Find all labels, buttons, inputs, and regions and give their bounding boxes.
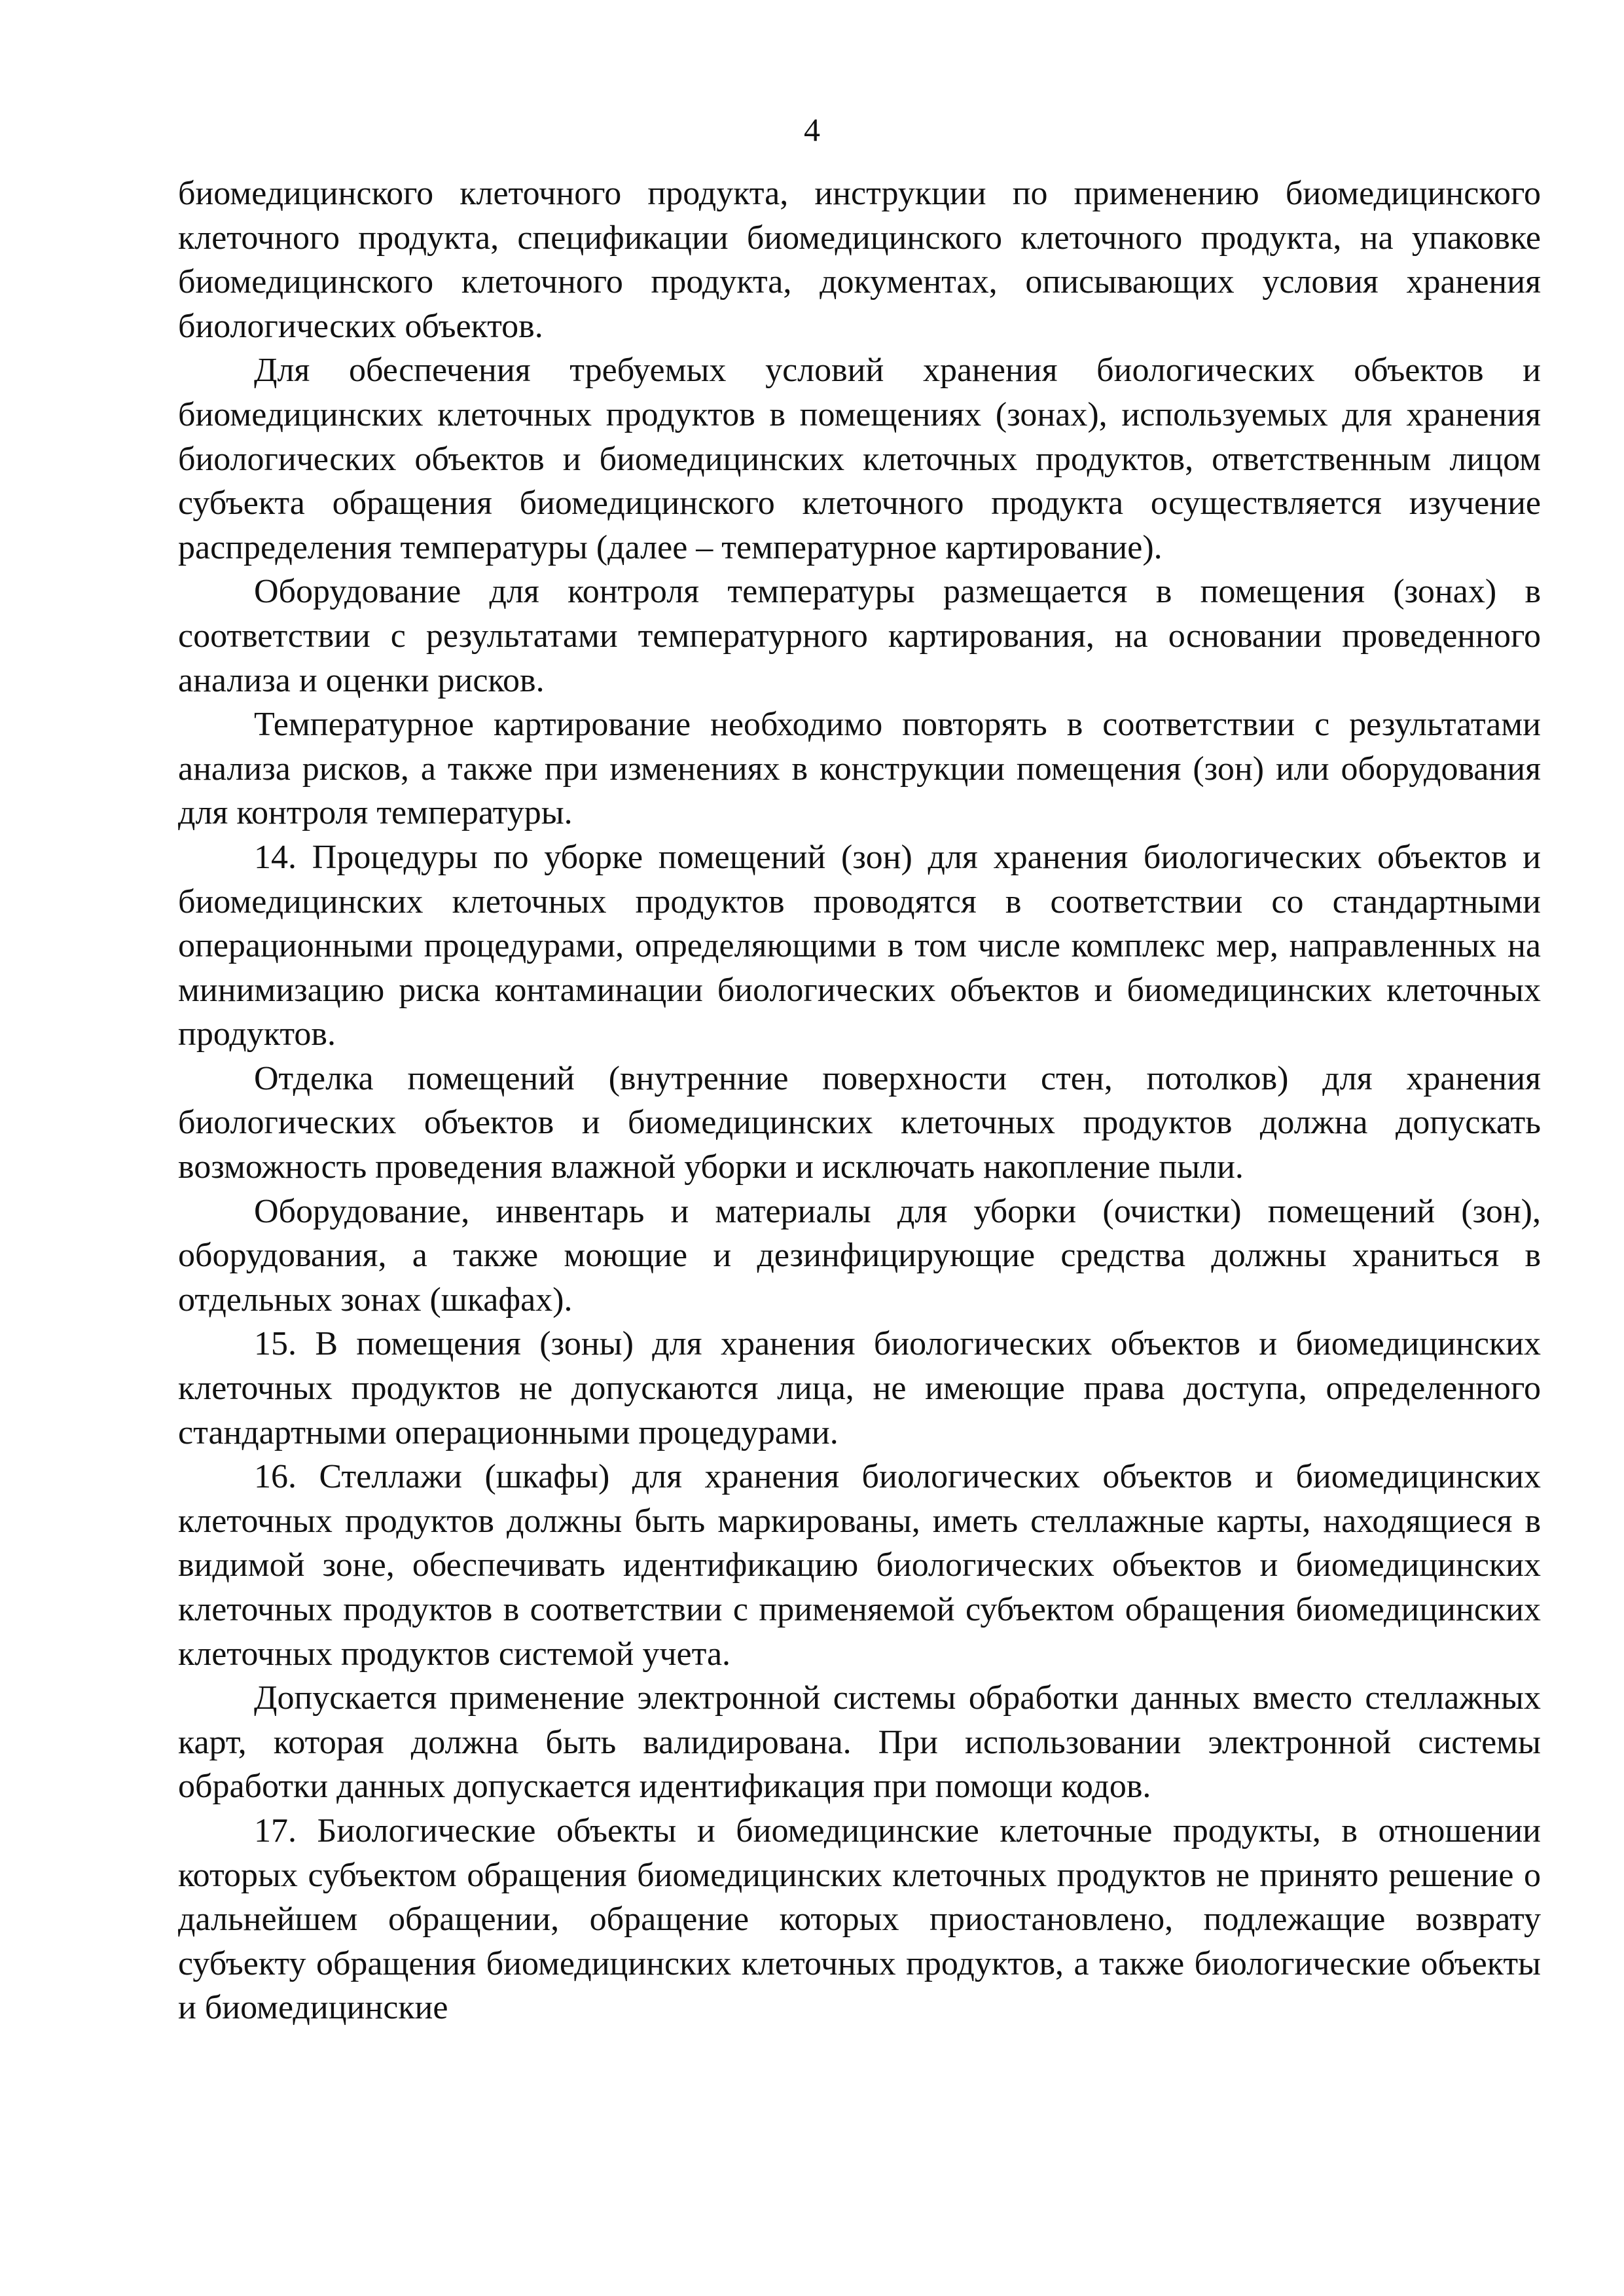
document-body bbox=[178, 172, 1541, 2030]
paragraph-item-16: 16. Стеллажи (шкафы) для хранения биологических объектов и биомедицинских клеточных продуктов должны быть маркированы, иметь стеллажные карты, находящиеся в видимой зоне, обеспечивать идентификацию биологических объектов и биомедицинских клеточных продуктов в соответствии с применяемой субъектом обращения биомедицинских клеточных продуктов системой учета. bbox=[178, 1458, 1541, 1673]
paragraph-item-17: 17. Биологические объекты и биомедицинские клеточные продукты, в отношении которых субъектом обращения биомедицинских клеточных продуктов не принято решение о дальнейшем обращении, обращение которых приостановлено, подлежащие возврату субъекту обращения биомедицинских клеточных продуктов, а также биологические объекты и биомедицинские bbox=[178, 1812, 1541, 2027]
paragraph-electronic-system: Допускается применение электронной системы обработки данных вместо стеллажных карт, которая должна быть валидирована. При использовании электронной системы обработки данных допускается идентификация при помощи кодов. bbox=[178, 1679, 1541, 1806]
paragraph-continuation: биомедицинского клеточного продукта, инструкции по применению биомедицинского клеточного продукта, спецификации биомедицинского клеточного продукта, на упаковке биомедицинского клеточного продукта, документах, описывающих условия хранения биологических объектов. bbox=[178, 175, 1541, 345]
paragraph-mapping-repeat: Температурное картирование необходимо повторять в соответствии с результатами анализа рисков, а также при изменениях в конструкции помещения (зон) или оборудования для контроля температуры. bbox=[178, 706, 1541, 832]
paragraph-item-15: 15. В помещения (зоны) для хранения биологических объектов и биомедицинских клеточных продуктов не допускаются лица, не имеющие права доступа, определенного стандартными операционными процедурами. bbox=[178, 1325, 1541, 1451]
paragraph-temperature-equipment: Оборудование для контроля температуры размещается в помещения (зонах) в соответствии с результатами температурного картирования, на основании проведенного анализа и оценки рисков. bbox=[178, 573, 1541, 699]
paragraph-item-14: 14. Процедуры по уборке помещений (зон) для хранения биологических объектов и биомедицинских клеточных продуктов проводятся в соответствии со стандартными операционными процедурами, определяющими в том числе комплекс мер, направленных на минимизацию риска контаминации биологических объектов и биомедицинских клеточных продуктов. bbox=[178, 838, 1541, 1053]
paragraph-cleaning-equipment: Оборудование, инвентарь и материалы для уборки (очистки) помещений (зон), оборудования, а также моющие и дезинфицирующие средства должны храниться в отдельных зонах (шкафах). bbox=[178, 1192, 1541, 1319]
paragraph-room-finishing: Отделка помещений (внутренние поверхности стен, потолков) для хранения биологических объектов и биомедицинских клеточных продуктов должна допускать возможность проведения влажной уборки и исключать накопление пыли. bbox=[178, 1059, 1541, 1186]
paragraph-temperature-mapping: Для обеспечения требуемых условий хранения биологических объектов и биомедицинских клеточных продуктов в помещениях (зонах), используемых для хранения биологических объектов и биомедицинских клеточных продуктов, ответственным лицом субъекта обращения биомедицинского клеточного продукта осуществляется изучение распределения температуры (далее – температурное картирование). bbox=[178, 352, 1541, 566]
page-number: 4 bbox=[804, 111, 820, 148]
